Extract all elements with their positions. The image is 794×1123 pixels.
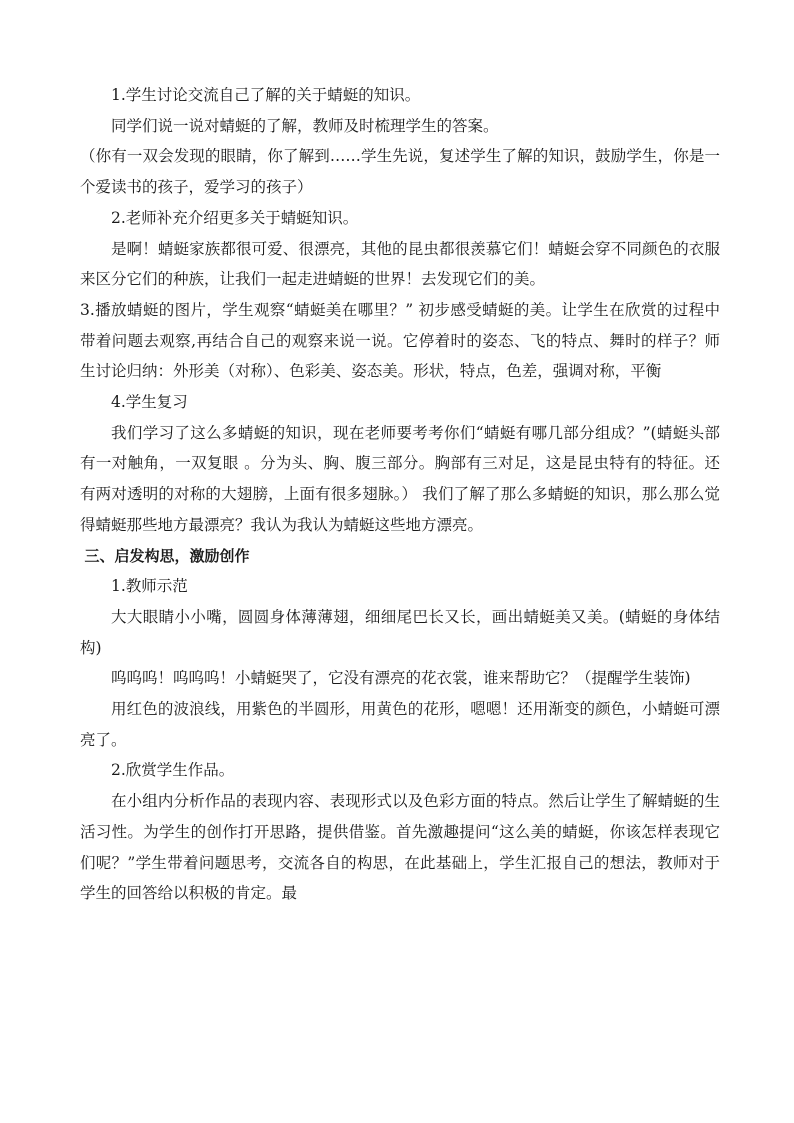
- paragraph-students-share: 同学们说一说对蜻蜓的了解，教师及时梳理学生的答案。: [111, 116, 499, 135]
- paragraph-teacher-demo: 1.教师示范: [111, 577, 188, 596]
- paragraph-review-step: 4.学生复习: [111, 393, 188, 412]
- paragraph-rhyme: 大大眼睛小小嘴，圆圆身体薄薄翅，细细尾巴长又长，画出蜻蜓美又美。(蜻蜓的身体结构): [80, 607, 720, 657]
- paragraph-teacher-praise: （你有一双会发现的眼睛，你了解到……学生先说，复述学生了解的知识，鼓励学生，你是一个爱读书的孩子，爱学习的孩子）: [80, 147, 720, 197]
- section-heading: 三、启发构思，激励创作: [84, 546, 250, 565]
- paragraph-review-content: 我们学习了这么多蜻蜓的知识，现在老师要考考你们“蜻蜓有哪几部分组成？”(蜻蜓头部有一对触角，一双复眼 。分为头、胸、腹三部分。胸部有三对足，这是昆虫特有的特征。还有两对透明的对称的大翅膀，上面有很多翅脉。） 我们了解了那么多蜻蜓的知识，那么那么觉得蜻蜓那些地方最漂亮？我认为我认为蜻蜓这些地方漂亮。: [80, 423, 720, 534]
- paragraph-group-analysis: 在小组内分析作品的表现内容、表现形式以及色彩方面的特点。然后让学生了解蜻蜓的生活习性。为学生的创作打开思路，提供借鉴。首先激趣提问“这么美的蜻蜓，你该怎样表现它们呢？”学生带着问题思考，交流各自的构思，在此基础上，学生汇报自己的想法，教师对于学生的回答给以积极的肯定。最: [80, 792, 720, 903]
- paragraph-appreciate-works: 2.欣赏学生作品。: [111, 761, 235, 780]
- paragraph-crying-dragonfly: 呜呜呜！呜呜呜！小蜻蜓哭了，它没有漂亮的花衣裳，谁来帮助它？（提醒学生装饰): [111, 669, 691, 688]
- paragraph-teacher-supplement: 2.老师补充介绍更多关于蜻蜓知识。: [111, 208, 359, 227]
- paragraph-discussion-step: 1.学生讨论交流自己了解的关于蜻蜓的知识。: [111, 86, 421, 104]
- paragraph-decoration: 用红色的波浪线，用紫色的半圆形，用黄色的花形，嗯嗯！还用渐变的颜色，小蜻蜓可漂亮了。: [80, 700, 720, 749]
- paragraph-dragonfly-family: 是啊！蜻蜓家族都很可爱、很漂亮，其他的昆虫都很羡慕它们！蜻蜓会穿不同颜色的衣服来区分它们的种族，让我们一起走进蜻蜓的世界！去发现它们的美。: [80, 239, 720, 289]
- paragraph-observe-pictures: 3.播放蜻蜓的图片，学生观察“蜻蜓美在哪里？” 初步感受蜻蜓的美。让学生在欣赏的过程中带着问题去观察,再结合自己的观察来说一说。它停着时的姿态、飞的特点、舞时的样子？师生讨论归纳：外形美（对称）、色彩美、姿态美。形状，特点，色差，强调对称，平衡: [80, 300, 720, 381]
- document-body: [80, 80, 720, 909]
